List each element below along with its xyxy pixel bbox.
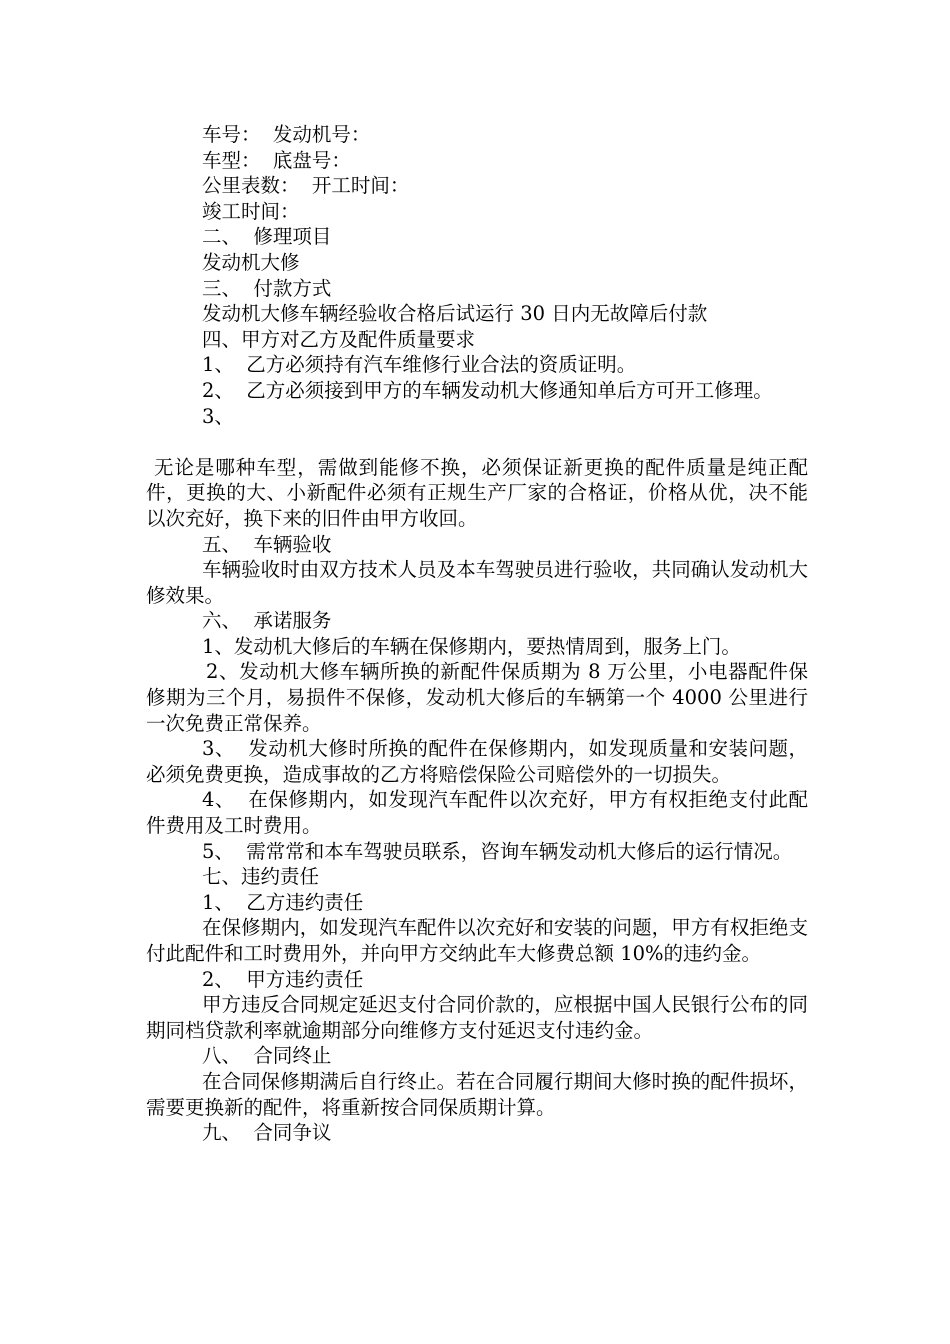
service-item-4: 4、 在保修期内，如发现汽车配件以次充好，甲方有权拒绝支付此配件费用及工时费用。 xyxy=(146,788,808,838)
section-heading-acceptance: 五、 车辆验收 xyxy=(202,532,332,556)
service-item-3: 3、 发动机大修时所换的配件在保修期内，如发现质量和安装问题，必须免费更换，造成事故的乙方将赔偿保险公司赔偿外的一切损失。 xyxy=(146,737,808,786)
liability-party-b-text: 在保修期内，如发现汽车配件以次充好和安装的问题，甲方有权拒绝支付此配件和工时费用外，并向甲方交纳此车大修费总额 10%的违约金。 xyxy=(146,916,808,965)
field-odometer-start-time: 公里表数： 开工时间： xyxy=(202,174,410,198)
section-heading-quality-requirements: 四、甲方对乙方及配件质量要求 xyxy=(202,327,476,351)
quality-item-1: 1、 乙方必须持有汽车维修行业合法的资质证明。 xyxy=(202,353,637,377)
quality-item-3-text: 无论是哪种车型，需做到能修不换，必须保证新更换的配件质量是纯正配件，更换的大、小新配件必须有正规生产厂家的合格证，价格从优，决不能以次充好，换下来的旧件由甲方收回。 xyxy=(146,455,808,530)
service-item-5: 5、 需常常和本车驾驶员联系，咨询车辆发动机大修后的运行情况。 xyxy=(202,839,793,863)
blank-line xyxy=(146,429,808,455)
service-item-1: 1、发动机大修后的车辆在保修期内，要热情周到，服务上门。 xyxy=(202,634,741,658)
section-heading-termination: 八、 合同终止 xyxy=(202,1044,332,1068)
liability-party-a-text: 甲方违反合同规定延迟支付合同价款的，应根据中国人民银行公布的同期同档贷款利率就逾期部分向维修方支付延迟支付违约金。 xyxy=(146,993,808,1042)
termination-text: 在合同保修期满后自行终止。若在合同履行期间大修时换的配件损坏，需要更换新的配件，将重新按合同保质期计算。 xyxy=(146,1069,808,1119)
field-model-chassis-number: 车型： 底盘号： xyxy=(202,148,351,172)
service-item-2: 2、发动机大修车辆所换的新配件保质期为 8 万公里，小电器配件保修期为三个月，易损件不保修，发动机大修后的车辆第一个 4000 公里进行一次免费正常保养。 xyxy=(146,660,808,735)
field-completion-time: 竣工时间： xyxy=(202,199,300,223)
liability-party-a-heading: 2、 甲方违约责任 xyxy=(202,967,364,991)
repair-item-text: 发动机大修 xyxy=(202,250,300,274)
payment-text: 发动机大修车辆经验收合格后试运行 30 日内无故障后付款 xyxy=(202,302,708,326)
acceptance-text: 车辆验收时由双方技术人员及本车驾驶员进行验收，共同确认发动机大修效果。 xyxy=(146,558,808,607)
section-heading-liability: 七、违约责任 xyxy=(202,865,320,889)
liability-party-b-heading: 1、 乙方违约责任 xyxy=(202,890,364,914)
section-heading-dispute: 九、 合同争议 xyxy=(202,1121,332,1145)
document-page xyxy=(146,122,808,1146)
section-heading-repair-items: 二、 修理项目 xyxy=(202,225,332,249)
field-plate-engine-number: 车号： 发动机号： xyxy=(202,123,371,146)
quality-item-2: 2、 乙方必须接到甲方的车辆发动机大修通知单后方可开工修理。 xyxy=(202,378,773,402)
section-heading-service-commitment: 六、 承诺服务 xyxy=(202,609,332,633)
quality-item-3-number: 3、 xyxy=(202,404,234,428)
section-heading-payment: 三、 付款方式 xyxy=(202,276,332,300)
